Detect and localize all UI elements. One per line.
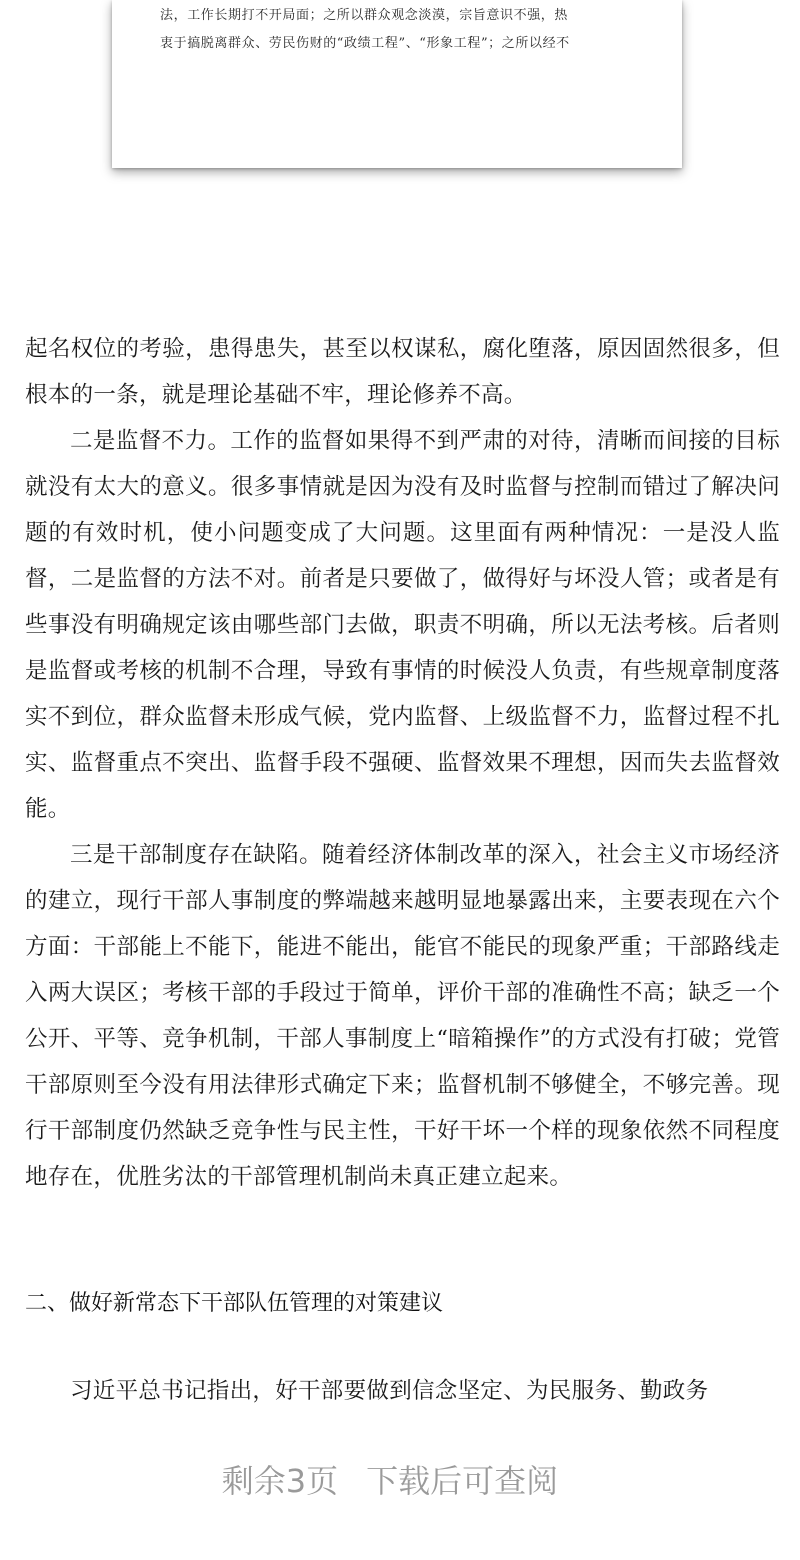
paragraph-supervision: 二是监督不力。工作的监督如果得不到严肃的对待，清晰而间接的目标就没有太大的意义。很多事情就是因为没有及时监督与控制而错过了解决问题的有效时机，使小问题变成了大问题。这里面有两种情况：一是没人监督，二是监督的方法不对。前者是只要做了，做得好与坏没人管；或者是有些事没有明确规定该由哪些部门去做，职责不明确，所以无法考核。后者则是监督或考核的机制不合理，导致有事情的时候没人负责，有些规章制度落实不到位，群众监督未形成气候，党内监督、上级监督不力，监督过程不扎实、监督重点不突出、监督手段不强硬、监督效果不理想，因而失去监督效能。: [25, 428, 780, 822]
preview-text-line: 衷于搞脱离群众、劳民伤财的“政绩工程”、“形象工程”；之所以经不: [160, 36, 570, 51]
paragraph-intro: 习近平总书记指出，好干部要做到信念坚定、为民服务、勤政务: [70, 1378, 709, 1404]
page-preview-card: [112, 0, 682, 168]
paragraph-continued: 起名权位的考验，患得患失，甚至以权谋私，腐化堕落，原因固然很多，但根本的一条，就是理论基础不牢，理论修养不高。: [25, 336, 780, 408]
download-to-view-label[interactable]: 下载后可查阅: [366, 1462, 559, 1500]
paragraph-cadre-system: 三是干部制度存在缺陷。随着经济体制改革的深入，社会主义市场经济的建立，现行干部人事制度的弊端越来越明显地暴露出来，主要表现在六个方面：干部能上不能下，能进不能出，能官不能民的现象严重；干部路线走入两大误区；考核干部的手段过于简单，评价干部的准确性不高；缺乏一个公开、平等、竞争机制，干部人事制度上“暗箱操作”的方式没有打破；党管干部原则至今没有用法律形式确定下来；监督机制不够健全，不够完善。现行干部制度仍然缺乏竞争性与民主性，干好干坏一个样的现象依然不同程度地存在，优胜劣汰的干部管理机制尚未真正建立起来。: [25, 842, 780, 1190]
preview-text-line: 法，工作长期打不开局面；之所以群众观念淡漠，宗旨意识不强，热: [160, 8, 569, 23]
section-heading: 二、做好新常态下干部队伍管理的对策建议: [25, 1291, 444, 1316]
document-body: [25, 326, 780, 1200]
remaining-pages-label[interactable]: 剩余3页: [221, 1462, 339, 1500]
download-prompt[interactable]: [0, 1455, 780, 1507]
